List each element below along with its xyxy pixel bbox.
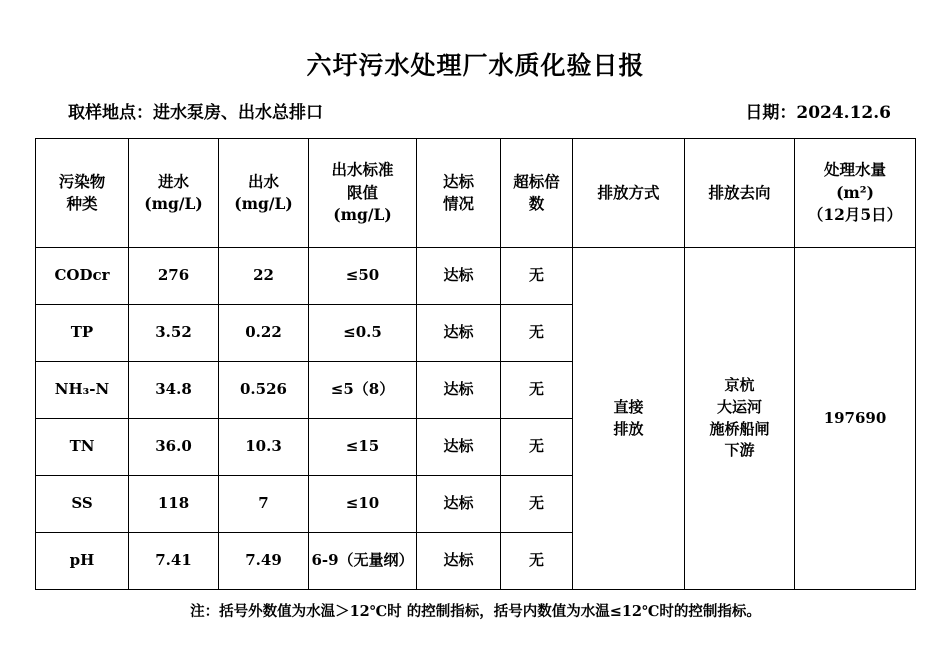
cell-limit: ≤50 bbox=[309, 248, 417, 305]
cell-influent: 36.0 bbox=[129, 419, 219, 476]
table-note: 注：括号外数值为水温＞12℃时 的控制指标，括号内数值为水温≤12℃时的控制指标。 bbox=[190, 603, 761, 620]
page-title: 六圩污水处理厂水质化验日报 bbox=[306, 51, 645, 80]
header-line: (mg/L) bbox=[234, 194, 293, 213]
cell-compliance: 达标 bbox=[417, 533, 501, 590]
header-line: (mg/L) bbox=[333, 205, 392, 225]
discharge-dest-line: 大运河 bbox=[716, 397, 762, 416]
cell-effluent: 0.22 bbox=[219, 305, 309, 362]
header-line: 污染物 bbox=[58, 171, 106, 191]
cell-pollutant-name: SS bbox=[36, 476, 129, 533]
sampling-location: 取样地点：进水泵房、出水总排口 bbox=[68, 103, 323, 123]
header-line: 排放去向 bbox=[708, 182, 771, 202]
cell-compliance: 达标 bbox=[417, 248, 501, 305]
cell-discharge-way bbox=[573, 248, 685, 590]
header-line: (mg/L) bbox=[144, 194, 203, 213]
header-line: 达标 bbox=[442, 171, 474, 191]
cell-exceed: 无 bbox=[501, 476, 573, 533]
cell-exceed: 无 bbox=[501, 533, 573, 590]
cell-limit: ≤0.5 bbox=[309, 305, 417, 362]
header-line: 限值 bbox=[346, 182, 378, 202]
header-line: 超标倍 bbox=[513, 171, 560, 191]
header-standard-limit bbox=[309, 139, 417, 248]
discharge-way-line: 排放 bbox=[613, 419, 644, 438]
discharge-way-line: 直接 bbox=[613, 397, 644, 416]
header-line: (m²) bbox=[836, 182, 874, 202]
cell-exceed: 无 bbox=[501, 305, 573, 362]
cell-effluent: 7 bbox=[219, 476, 309, 533]
cell-limit: ≤10 bbox=[309, 476, 417, 533]
report-page bbox=[0, 46, 951, 649]
cell-treated-volume: 197690 bbox=[795, 248, 916, 590]
table-row bbox=[36, 248, 916, 305]
cell-influent: 276 bbox=[129, 248, 219, 305]
cell-compliance: 达标 bbox=[417, 362, 501, 419]
header-line: 排放方式 bbox=[597, 182, 660, 202]
cell-effluent: 10.3 bbox=[219, 419, 309, 476]
header-line: 出水标准 bbox=[331, 160, 394, 180]
cell-pollutant-name: TN bbox=[36, 419, 129, 476]
header-compliance bbox=[417, 139, 501, 248]
header-discharge-dest bbox=[685, 139, 795, 248]
subheader bbox=[0, 98, 951, 124]
header-pollutant-type bbox=[36, 139, 129, 248]
cell-pollutant-name: NH₃-N bbox=[36, 362, 129, 419]
cell-influent: 3.52 bbox=[129, 305, 219, 362]
cell-influent: 118 bbox=[129, 476, 219, 533]
cell-exceed: 无 bbox=[501, 362, 573, 419]
header-line: 进水 bbox=[157, 171, 189, 191]
cell-pollutant-name: CODcr bbox=[36, 248, 129, 305]
discharge-dest-line: 施桥船闸 bbox=[709, 419, 770, 438]
header-line: 数 bbox=[528, 194, 545, 213]
cell-influent: 7.41 bbox=[129, 533, 219, 590]
cell-compliance: 达标 bbox=[417, 419, 501, 476]
cell-pollutant-name: TP bbox=[36, 305, 129, 362]
cell-influent: 34.8 bbox=[129, 362, 219, 419]
cell-pollutant-name: pH bbox=[36, 533, 129, 590]
header-line: 处理水量 bbox=[823, 160, 886, 180]
header-exceed-times bbox=[501, 139, 573, 248]
discharge-dest-line: 下游 bbox=[724, 441, 755, 460]
header-line: （12月5日） bbox=[807, 205, 903, 225]
cell-exceed: 无 bbox=[501, 419, 573, 476]
header-line: 种类 bbox=[66, 194, 98, 213]
header-discharge-way bbox=[573, 139, 685, 248]
cell-effluent: 0.526 bbox=[219, 362, 309, 419]
report-date: 日期：2024.12.6 bbox=[745, 103, 891, 123]
cell-effluent: 7.49 bbox=[219, 533, 309, 590]
cell-discharge-dest bbox=[685, 248, 795, 590]
header-treated-volume bbox=[795, 139, 916, 248]
header-effluent bbox=[219, 139, 309, 248]
cell-compliance: 达标 bbox=[417, 305, 501, 362]
header-line: 出水 bbox=[247, 171, 279, 191]
header-line: 情况 bbox=[442, 194, 474, 213]
cell-compliance: 达标 bbox=[417, 476, 501, 533]
cell-limit: ≤15 bbox=[309, 419, 417, 476]
cell-exceed: 无 bbox=[501, 248, 573, 305]
header-influent bbox=[129, 139, 219, 248]
cell-effluent: 22 bbox=[219, 248, 309, 305]
cell-limit: ≤5（8） bbox=[309, 362, 417, 419]
table-header-row bbox=[36, 139, 916, 248]
discharge-dest-line: 京杭 bbox=[724, 376, 755, 394]
water-quality-table bbox=[35, 138, 916, 590]
cell-limit: 6-9（无量纲） bbox=[309, 533, 417, 590]
